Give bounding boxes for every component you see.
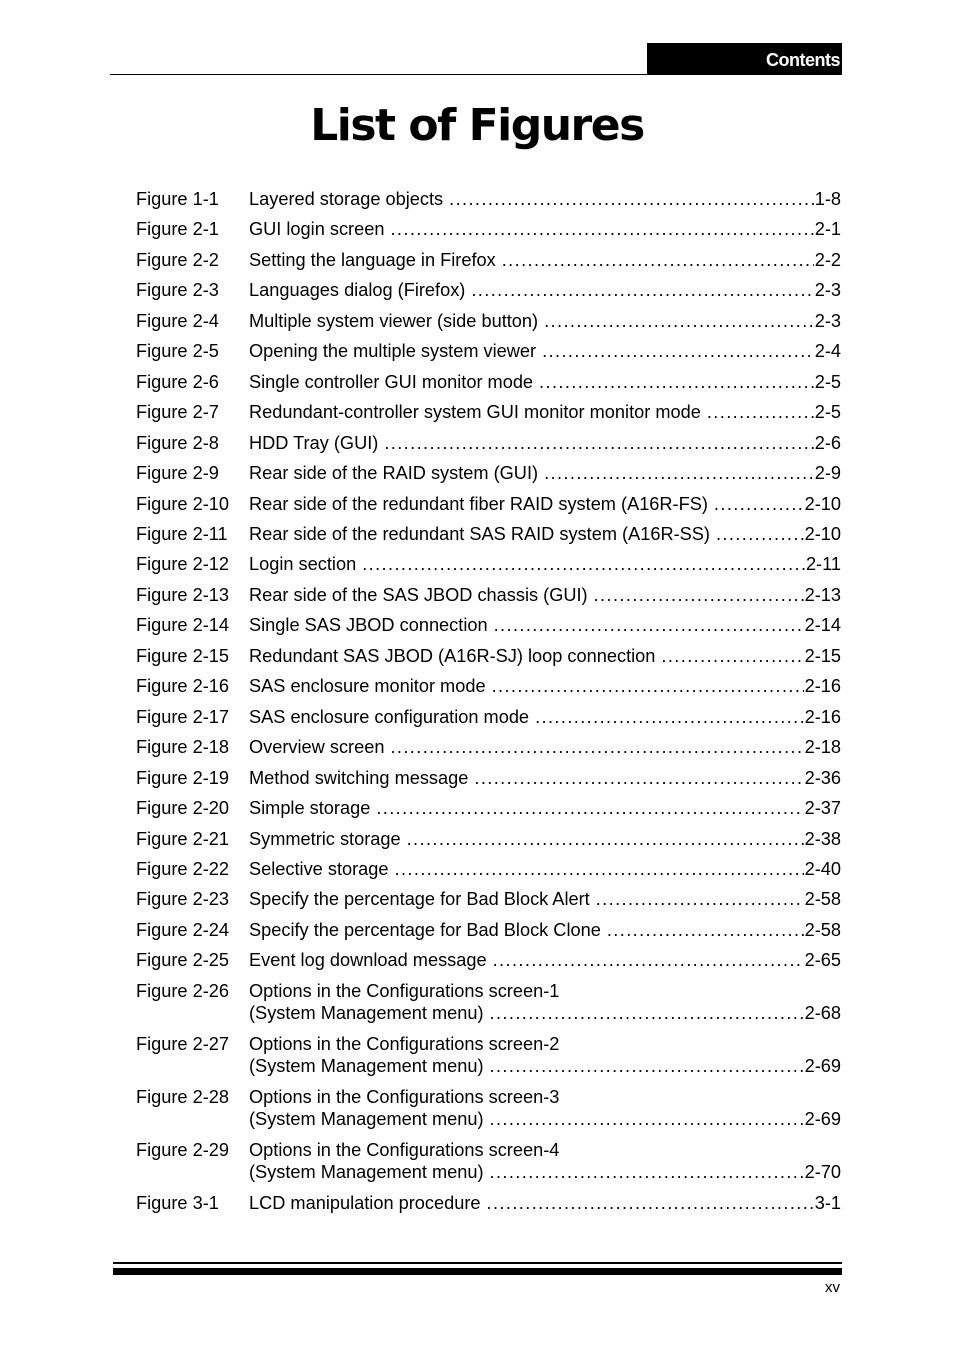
figure-title-continued: (System Management menu) [249, 1162, 484, 1183]
figure-page-number: 2-38 [804, 828, 841, 849]
dot-leader [395, 854, 804, 884]
figure-page-number: 2-58 [804, 919, 841, 940]
figure-number: Figure 2-22 [136, 858, 230, 879]
figure-title: Setting the language in Firefox [249, 249, 496, 270]
figure-number: Figure 2-7 [136, 402, 219, 423]
figure-page-number: 2-4 [814, 341, 841, 362]
figure-page-number: 2-10 [804, 493, 841, 514]
figure-entry[interactable] [136, 610, 841, 640]
figure-title: SAS enclosure configuration mode [249, 706, 530, 727]
figure-page-number: 2-1 [814, 219, 841, 240]
dot-leader [384, 428, 813, 458]
figure-number: Figure 2-14 [136, 615, 230, 636]
figure-entry[interactable] [136, 336, 841, 366]
figure-entry[interactable] [136, 854, 841, 884]
dot-leader [494, 610, 804, 640]
figure-title-continued: (System Management menu) [249, 1109, 484, 1130]
figure-entry[interactable] [136, 367, 841, 397]
figure-page-number: 2-13 [804, 584, 841, 605]
figure-number: Figure 2-17 [136, 706, 230, 727]
figure-page-number: 2-10 [804, 523, 841, 544]
figure-number: Figure 2-11 [136, 523, 228, 544]
figure-title: Method switching message [249, 767, 469, 788]
figure-entry[interactable] [136, 671, 841, 701]
dot-leader [535, 702, 804, 732]
footer-rule-thin [113, 1262, 842, 1264]
dot-leader [707, 397, 814, 427]
figure-page-number: 2-36 [804, 767, 841, 788]
section-tab: Contents [647, 43, 842, 75]
figure-entry[interactable] [136, 884, 841, 914]
figure-title: Event log download message [249, 950, 487, 971]
footer-rule-thick [113, 1268, 842, 1275]
figure-title: Single SAS JBOD connection [249, 615, 488, 636]
figure-title: Specify the percentage for Bad Block Clone [249, 919, 601, 940]
figure-title: Rear side of the redundant fiber RAID system (A16R-FS) [249, 493, 708, 514]
figure-title: Rear side of the SAS JBOD chassis (GUI) [249, 584, 588, 605]
figure-number: Figure 2-28 [136, 1086, 230, 1107]
figure-title: Redundant-controller system GUI monitor monitor mode [249, 402, 701, 423]
figure-number: Figure 2-10 [136, 493, 230, 514]
figure-page-number: 2-9 [814, 463, 841, 484]
figure-page-number: 2-65 [804, 950, 841, 971]
figure-number: Figure 2-24 [136, 919, 230, 940]
figure-page-number: 1-8 [814, 189, 841, 209]
figure-number: Figure 2-8 [136, 432, 219, 453]
figure-title: Options in the Configurations screen-2 [249, 1033, 560, 1054]
figure-number: Figure 2-18 [136, 737, 230, 758]
figure-title: Rear side of the RAID system (GUI) [249, 463, 539, 484]
dot-leader [490, 1055, 804, 1078]
figure-entry[interactable] [136, 732, 841, 762]
figure-entry[interactable] [136, 763, 841, 793]
figure-entry[interactable] [136, 1135, 841, 1188]
figure-title: GUI login screen [249, 219, 385, 240]
figure-title-continued: (System Management menu) [249, 1003, 484, 1024]
figure-list [136, 184, 841, 1218]
page-number: xv [825, 1279, 840, 1296]
figure-entry[interactable] [136, 945, 841, 975]
figure-number: Figure 2-13 [136, 584, 230, 605]
dot-leader [594, 580, 804, 610]
figure-title: Login section [249, 554, 357, 575]
figure-title: Layered storage objects [249, 189, 444, 209]
figure-page-number: 2-2 [814, 249, 841, 270]
figure-number: Figure 2-3 [136, 280, 219, 301]
dot-leader [490, 1108, 804, 1131]
figure-entry[interactable] [136, 1188, 841, 1218]
dot-leader [490, 1002, 804, 1025]
figure-title: Specify the percentage for Bad Block Alert [249, 889, 590, 910]
figure-page-number: 2-14 [804, 615, 841, 636]
figure-number: Figure 2-16 [136, 676, 230, 697]
figure-number: Figure 2-25 [136, 950, 230, 971]
figure-entry[interactable] [136, 1082, 841, 1135]
figure-number: Figure 2-15 [136, 645, 230, 666]
figure-entry[interactable] [136, 489, 841, 519]
dot-leader [474, 763, 803, 793]
figure-entry[interactable] [136, 397, 841, 427]
figure-number: Figure 2-19 [136, 767, 230, 788]
figure-title: HDD Tray (GUI) [249, 432, 379, 453]
figure-number: Figure 2-1 [136, 219, 219, 240]
dot-leader [449, 184, 814, 214]
dot-leader [542, 336, 814, 366]
figure-page-number: 2-58 [804, 889, 841, 910]
dot-leader [716, 519, 804, 549]
dot-leader [362, 549, 805, 579]
figure-entry[interactable] [136, 214, 841, 244]
figure-entry[interactable] [136, 976, 841, 1029]
figure-entry[interactable] [136, 915, 841, 945]
figure-page-number: 2-15 [804, 645, 841, 666]
figure-number: Figure 1-1 [136, 189, 219, 209]
figure-page-number: 2-69 [804, 1109, 841, 1130]
figure-entry[interactable] [136, 824, 841, 854]
figure-page-number: 2-5 [814, 371, 841, 392]
figure-page-number: 2-18 [804, 737, 841, 758]
figure-page-number: 2-3 [814, 280, 841, 301]
figure-number: Figure 2-21 [136, 828, 230, 849]
dot-leader [471, 275, 813, 305]
figure-title: Simple storage [249, 798, 371, 819]
dot-leader [493, 945, 804, 975]
figure-entry[interactable] [136, 458, 841, 488]
dot-leader [390, 214, 813, 244]
figure-number: Figure 3-1 [136, 1192, 219, 1213]
figure-entry[interactable] [136, 275, 841, 305]
figure-title-continued: (System Management menu) [249, 1056, 484, 1077]
figure-title: Multiple system viewer (side button) [249, 310, 539, 331]
figure-title: LCD manipulation procedure [249, 1192, 481, 1213]
figure-number: Figure 2-2 [136, 249, 219, 270]
figure-number: Figure 2-23 [136, 889, 230, 910]
dot-leader [596, 884, 804, 914]
figure-title: Redundant SAS JBOD (A16R-SJ) loop connection [249, 645, 656, 666]
figure-number: Figure 2-9 [136, 463, 219, 484]
dot-leader [490, 1161, 804, 1184]
figure-entry[interactable] [136, 245, 841, 275]
dot-leader [376, 793, 803, 823]
figure-entry[interactable] [136, 306, 841, 336]
dot-leader [607, 915, 804, 945]
figure-number: Figure 2-26 [136, 980, 230, 1001]
dot-leader [492, 671, 804, 701]
figure-entry[interactable] [136, 1029, 841, 1082]
dot-leader [502, 245, 814, 275]
figure-entry[interactable] [136, 641, 841, 671]
figure-entry[interactable] [136, 519, 841, 549]
figure-page-number: 2-37 [804, 798, 841, 819]
dot-leader [390, 732, 803, 762]
figure-page-number: 2-40 [804, 858, 841, 879]
figure-page-number: 2-5 [814, 402, 841, 423]
figure-entry[interactable] [136, 549, 841, 579]
dot-leader [407, 824, 804, 854]
figure-number: Figure 2-27 [136, 1033, 230, 1054]
figure-title: Opening the multiple system viewer [249, 341, 537, 362]
figure-page-number: 2-70 [804, 1162, 841, 1183]
dot-leader [661, 641, 803, 671]
figure-entry[interactable] [136, 702, 841, 732]
figure-title: Single controller GUI monitor mode [249, 371, 534, 392]
figure-page-number: 3-1 [814, 1192, 841, 1213]
figure-title: Overview screen [249, 737, 385, 758]
figure-number: Figure 2-29 [136, 1139, 230, 1160]
figure-title: Selective storage [249, 858, 389, 879]
dot-leader [714, 489, 804, 519]
dot-leader [544, 306, 814, 336]
figure-title: Options in the Configurations screen-3 [249, 1086, 560, 1107]
dot-leader [544, 458, 814, 488]
figure-number: Figure 2-12 [136, 554, 230, 575]
figure-title: Rear side of the redundant SAS RAID system (A16R-SS) [249, 523, 710, 544]
dot-leader [539, 367, 814, 397]
figure-page-number: 2-16 [804, 706, 841, 727]
figure-entry[interactable] [136, 428, 841, 458]
page-title: List of Figures [310, 100, 644, 151]
figure-page-number: 2-69 [804, 1056, 841, 1077]
figure-entry[interactable] [136, 184, 841, 214]
figure-page-number: 2-16 [804, 676, 841, 697]
figure-page-number: 2-11 [805, 554, 841, 575]
figure-title: Options in the Configurations screen-4 [249, 1139, 560, 1160]
figure-page-number: 2-6 [814, 432, 841, 453]
figure-entry[interactable] [136, 580, 841, 610]
figure-page-number: 2-68 [804, 1003, 841, 1024]
figure-title: Options in the Configurations screen-1 [249, 980, 560, 1001]
figure-number: Figure 2-4 [136, 310, 219, 331]
figure-title: Symmetric storage [249, 828, 401, 849]
dot-leader [487, 1188, 814, 1218]
figure-number: Figure 2-20 [136, 798, 230, 819]
figure-title: Languages dialog (Firefox) [249, 280, 466, 301]
figure-entry[interactable] [136, 793, 841, 823]
figure-title: SAS enclosure monitor mode [249, 676, 486, 697]
figure-number: Figure 2-6 [136, 371, 219, 392]
figure-number: Figure 2-5 [136, 341, 219, 362]
figure-page-number: 2-3 [814, 310, 841, 331]
